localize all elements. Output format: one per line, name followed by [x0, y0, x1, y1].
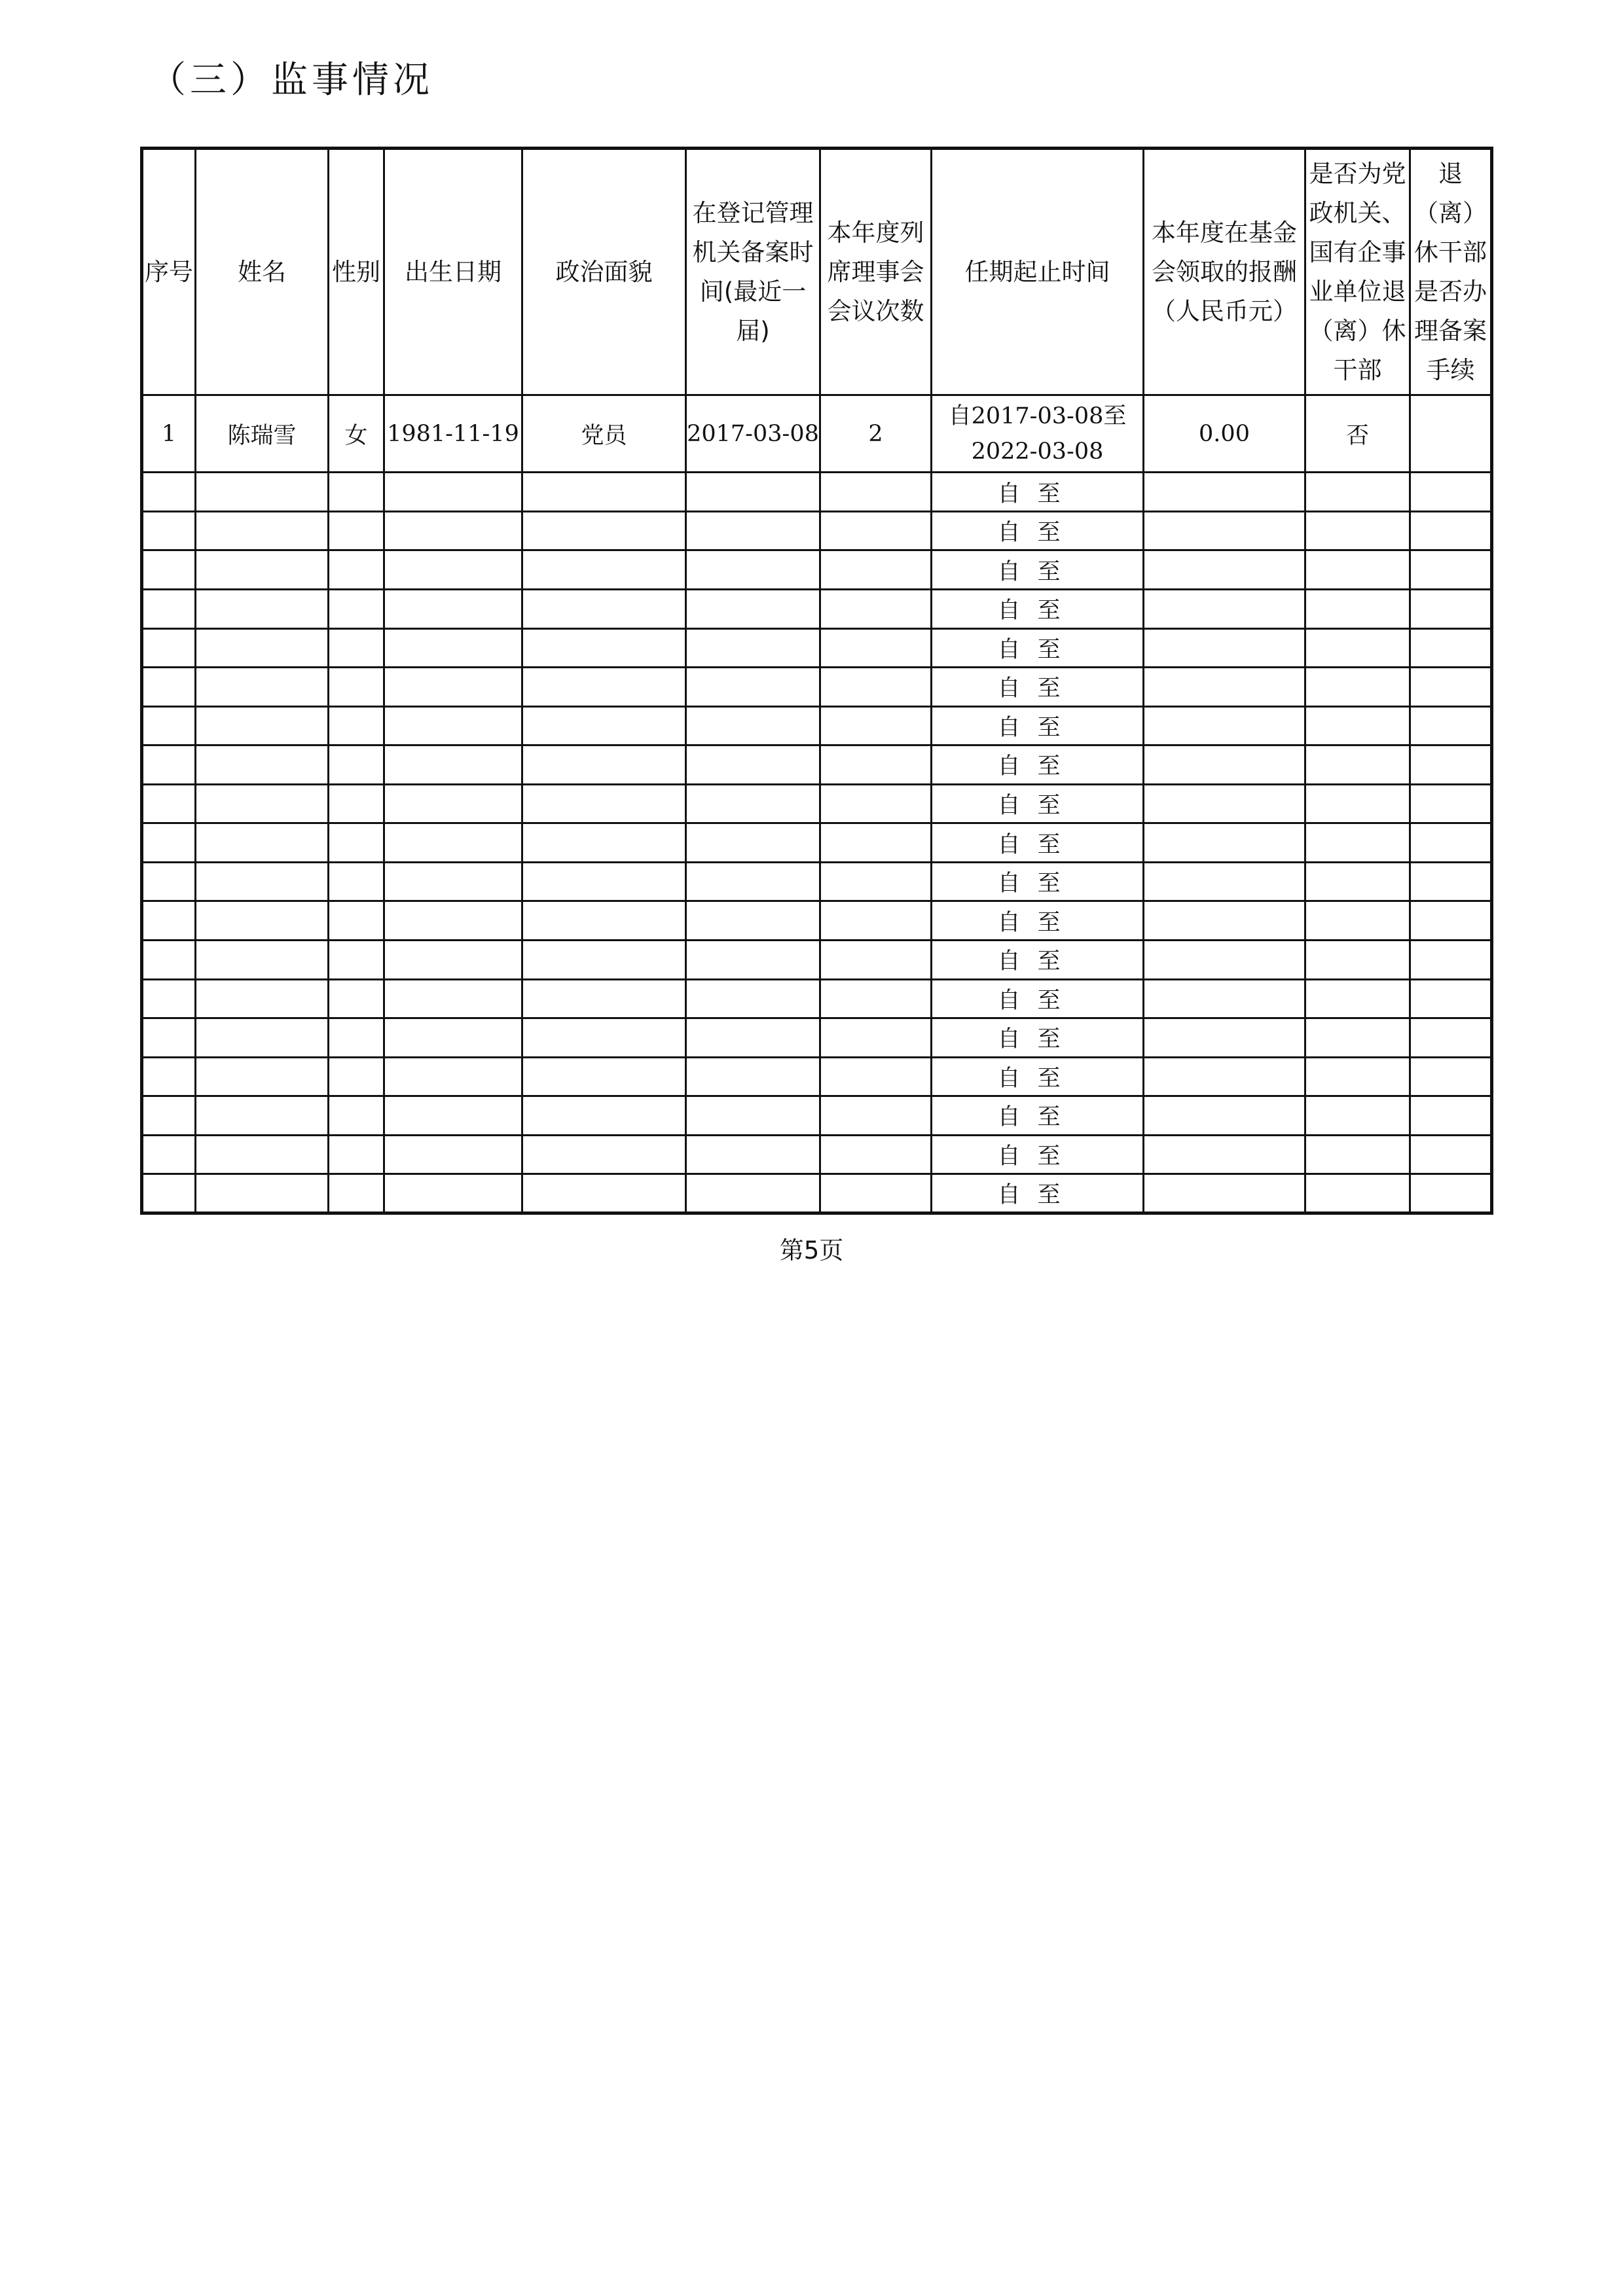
- table-cell: [686, 1096, 820, 1136]
- table-cell: [196, 862, 329, 901]
- supervisor-table: [140, 147, 1493, 1215]
- table-cell: [329, 628, 384, 668]
- cell-term: 自至: [932, 862, 1144, 901]
- table-cell: [1305, 745, 1410, 785]
- table-cell: [384, 511, 522, 550]
- table-cell: [329, 979, 384, 1018]
- table-cell: [1144, 1096, 1305, 1136]
- table-cell: [384, 862, 522, 901]
- cell-term: 自至: [932, 1096, 1144, 1136]
- table-cell: [1305, 511, 1410, 550]
- table-cell: [142, 1096, 196, 1136]
- table-cell: [196, 590, 329, 629]
- header-filing-procedure: 退（离）休干部是否办理备案手续: [1410, 149, 1492, 395]
- table-cell: [329, 1057, 384, 1096]
- cell-political-status: 党员: [522, 395, 686, 473]
- table-cell: [1144, 979, 1305, 1018]
- table-cell: [384, 1135, 522, 1174]
- table-cell: [142, 979, 196, 1018]
- table-cell: [196, 668, 329, 707]
- table-cell: [1305, 901, 1410, 941]
- table-cell: [686, 511, 820, 550]
- table-row: [142, 395, 1492, 473]
- cell-term: 自至: [932, 550, 1144, 590]
- table-cell: [686, 668, 820, 707]
- table-cell: [1305, 473, 1410, 512]
- table-row: [142, 745, 1492, 785]
- cell-term: 自至: [932, 901, 1144, 941]
- table-row: [142, 511, 1492, 550]
- table-cell: [329, 784, 384, 823]
- table-cell: [196, 550, 329, 590]
- table-cell: [522, 628, 686, 668]
- table-cell: [142, 862, 196, 901]
- table-cell: [142, 550, 196, 590]
- table-cell: [686, 901, 820, 941]
- table-cell: [1144, 706, 1305, 745]
- table-cell: [820, 1057, 932, 1096]
- table-cell: [522, 823, 686, 863]
- table-cell: [142, 745, 196, 785]
- table-cell: [329, 668, 384, 707]
- table-cell: [820, 901, 932, 941]
- table-cell: [1305, 940, 1410, 979]
- table-cell: [384, 823, 522, 863]
- table-cell: [820, 550, 932, 590]
- table-cell: [522, 745, 686, 785]
- table-cell: [1410, 1174, 1492, 1213]
- table-row: [142, 940, 1492, 979]
- table-cell: [196, 473, 329, 512]
- table-cell: [1305, 979, 1410, 1018]
- table-cell: [1410, 628, 1492, 668]
- table-cell: [686, 706, 820, 745]
- table-cell: [820, 1096, 932, 1136]
- table-cell: [1144, 862, 1305, 901]
- table-cell: [142, 628, 196, 668]
- table-cell: [820, 1174, 932, 1213]
- table-cell: [1144, 628, 1305, 668]
- table-cell: [384, 1174, 522, 1213]
- table-cell: [686, 590, 820, 629]
- table-cell: [820, 823, 932, 863]
- cell-term: 自至: [932, 1135, 1144, 1174]
- table-cell: [820, 862, 932, 901]
- table-cell: [142, 940, 196, 979]
- table-cell: [1410, 511, 1492, 550]
- table-cell: [142, 1174, 196, 1213]
- table-cell: [1305, 668, 1410, 707]
- table-cell: [196, 979, 329, 1018]
- term-start-text: 自2017-03-08至: [948, 403, 1127, 429]
- table-cell: [522, 511, 686, 550]
- table-cell: [686, 940, 820, 979]
- table-cell: [1144, 1174, 1305, 1213]
- table-row: [142, 1135, 1492, 1174]
- table-cell: [384, 1057, 522, 1096]
- cell-term: 自至: [932, 1057, 1144, 1096]
- cell-retired-cadre: 否: [1305, 395, 1410, 473]
- table-cell: [1305, 590, 1410, 629]
- header-filing-date: 在登记管理机关备案时间(最近一届): [686, 149, 820, 395]
- table-row: [142, 1174, 1492, 1213]
- table-cell: [686, 1057, 820, 1096]
- table-cell: [384, 706, 522, 745]
- table-cell: [1144, 784, 1305, 823]
- table-cell: [1144, 1135, 1305, 1174]
- table-cell: [196, 745, 329, 785]
- cell-term: 自至: [932, 1174, 1144, 1213]
- table-cell: [522, 1174, 686, 1213]
- table-cell: [1144, 473, 1305, 512]
- header-birth-date: 出生日期: [384, 149, 522, 395]
- table-cell: [1144, 940, 1305, 979]
- table-cell: [1144, 590, 1305, 629]
- table-cell: [384, 979, 522, 1018]
- table-cell: [142, 706, 196, 745]
- table-cell: [384, 940, 522, 979]
- table-cell: [142, 784, 196, 823]
- table-cell: [1410, 1135, 1492, 1174]
- table-cell: [686, 628, 820, 668]
- table-cell: [1144, 550, 1305, 590]
- table-cell: [142, 1018, 196, 1058]
- table-cell: [1410, 550, 1492, 590]
- table-row: [142, 1096, 1492, 1136]
- header-political-status: 政治面貌: [522, 149, 686, 395]
- table-cell: [1144, 901, 1305, 941]
- table-cell: [686, 473, 820, 512]
- table-row: [142, 823, 1492, 863]
- term-end-text: 2022-03-08: [971, 438, 1104, 465]
- table-cell: [522, 1057, 686, 1096]
- table-cell: [686, 823, 820, 863]
- table-row: [142, 628, 1492, 668]
- cell-term: 自至: [932, 823, 1144, 863]
- table-cell: [522, 784, 686, 823]
- table-cell: [686, 550, 820, 590]
- table-cell: [1410, 901, 1492, 941]
- header-name: 姓名: [196, 149, 329, 395]
- table-cell: [1144, 1057, 1305, 1096]
- cell-term: 自至: [932, 668, 1144, 707]
- table-row: [142, 784, 1492, 823]
- table-cell: [820, 473, 932, 512]
- table-cell: [1305, 1096, 1410, 1136]
- table-cell: [1410, 1096, 1492, 1136]
- cell-term: 自至: [932, 706, 1144, 745]
- table-row: [142, 550, 1492, 590]
- table-cell: [142, 1057, 196, 1096]
- table-cell: [820, 511, 932, 550]
- table-cell: [196, 1135, 329, 1174]
- table-cell: [384, 550, 522, 590]
- cell-term: 自至: [932, 940, 1144, 979]
- table-cell: [329, 823, 384, 863]
- cell-gender: 女: [329, 395, 384, 473]
- table-cell: [1410, 784, 1492, 823]
- table-cell: [384, 1018, 522, 1058]
- table-cell: [142, 668, 196, 707]
- table-cell: [686, 1174, 820, 1213]
- table-cell: [1410, 940, 1492, 979]
- table-cell: [1305, 628, 1410, 668]
- table-cell: [1144, 668, 1305, 707]
- table-row: [142, 706, 1492, 745]
- cell-term: 自至: [932, 745, 1144, 785]
- table-cell: [329, 1135, 384, 1174]
- table-cell: [1305, 1135, 1410, 1174]
- table-cell: [522, 550, 686, 590]
- table-cell: [522, 590, 686, 629]
- table-cell: [142, 901, 196, 941]
- table-cell: [196, 706, 329, 745]
- table-cell: [196, 1174, 329, 1213]
- table-cell: [522, 668, 686, 707]
- table-cell: [522, 1018, 686, 1058]
- cell-meetings-attended: 2: [820, 395, 932, 473]
- table-cell: [142, 590, 196, 629]
- cell-index: 1: [142, 395, 196, 473]
- table-cell: [196, 511, 329, 550]
- cell-term: [932, 395, 1144, 473]
- table-cell: [522, 940, 686, 979]
- table-cell: [384, 590, 522, 629]
- table-cell: [1305, 784, 1410, 823]
- table-cell: [142, 511, 196, 550]
- table-cell: [1305, 1174, 1410, 1213]
- table-cell: [1410, 473, 1492, 512]
- table-cell: [522, 1135, 686, 1174]
- header-term: 任期起止时间: [932, 149, 1144, 395]
- header-index: 序号: [142, 149, 196, 395]
- header-gender: 性别: [329, 149, 384, 395]
- table-cell: [820, 590, 932, 629]
- table-row: [142, 473, 1492, 512]
- table-cell: [522, 862, 686, 901]
- table-cell: [329, 706, 384, 745]
- header-remuneration: 本年度在基金会领取的报酬（人民币元）: [1144, 149, 1305, 395]
- table-row: [142, 668, 1492, 707]
- cell-term: 自至: [932, 628, 1144, 668]
- table-cell: [1410, 745, 1492, 785]
- table-cell: [1144, 1018, 1305, 1058]
- table-cell: [1410, 706, 1492, 745]
- table-cell: [329, 1174, 384, 1213]
- table-cell: [196, 784, 329, 823]
- cell-name: 陈瑞雪: [196, 395, 329, 473]
- table-row: [142, 590, 1492, 629]
- table-cell: [384, 668, 522, 707]
- table-cell: [1305, 1057, 1410, 1096]
- table-cell: [329, 590, 384, 629]
- table-cell: [1410, 668, 1492, 707]
- table-cell: [522, 1096, 686, 1136]
- table-cell: [1305, 823, 1410, 863]
- table-cell: [1410, 1057, 1492, 1096]
- table-row: [142, 1018, 1492, 1058]
- table-cell: [142, 823, 196, 863]
- table-cell: [196, 1057, 329, 1096]
- table-cell: [1144, 511, 1305, 550]
- cell-term: 自至: [932, 784, 1144, 823]
- table-cell: [820, 1018, 932, 1058]
- table-cell: [1410, 823, 1492, 863]
- table-cell: [820, 628, 932, 668]
- cell-filing-date: 2017-03-08: [686, 395, 820, 473]
- table-cell: [522, 473, 686, 512]
- table-cell: [329, 550, 384, 590]
- table-cell: [1410, 1018, 1492, 1058]
- table-row: [142, 1057, 1492, 1096]
- table-cell: [384, 628, 522, 668]
- table-cell: [820, 706, 932, 745]
- table-cell: [686, 862, 820, 901]
- table-cell: [329, 1096, 384, 1136]
- section-title: （三）监事情况: [149, 59, 433, 101]
- table-cell: [1305, 550, 1410, 590]
- table-cell: [142, 1135, 196, 1174]
- table-cell: [1305, 862, 1410, 901]
- table-cell: [686, 745, 820, 785]
- table-cell: [196, 628, 329, 668]
- table-cell: [686, 1018, 820, 1058]
- table-cell: [1144, 745, 1305, 785]
- table-cell: [1410, 979, 1492, 1018]
- table-header-row: [142, 149, 1492, 395]
- table-cell: [329, 862, 384, 901]
- table-row: [142, 979, 1492, 1018]
- table-cell: [196, 1096, 329, 1136]
- cell-term: 自至: [932, 473, 1144, 512]
- table-cell: [820, 745, 932, 785]
- table-cell: [1410, 590, 1492, 629]
- cell-term: 自至: [932, 1018, 1144, 1058]
- cell-remuneration: 0.00: [1144, 395, 1305, 473]
- table-cell: [329, 1018, 384, 1058]
- table-cell: [384, 901, 522, 941]
- table-row: [142, 901, 1492, 941]
- table-cell: [522, 979, 686, 1018]
- table-cell: [1144, 823, 1305, 863]
- table-cell: [820, 784, 932, 823]
- table-cell: [329, 940, 384, 979]
- table-cell: [196, 901, 329, 941]
- table-cell: [196, 823, 329, 863]
- cell-term: 自至: [932, 590, 1144, 629]
- table-cell: [686, 784, 820, 823]
- table-cell: [329, 745, 384, 785]
- table-cell: [384, 1096, 522, 1136]
- table-cell: [522, 901, 686, 941]
- header-meetings-attended: 本年度列席理事会会议次数: [820, 149, 932, 395]
- table-cell: [1305, 706, 1410, 745]
- table-cell: [329, 901, 384, 941]
- table-cell: [820, 668, 932, 707]
- table-cell: [820, 1135, 932, 1174]
- header-retired-cadre: 是否为党政机关、国有企事业单位退（离）休干部: [1305, 149, 1410, 395]
- cell-term: 自至: [932, 979, 1144, 1018]
- table-cell: [820, 940, 932, 979]
- page-number: 第5页: [779, 1236, 844, 1265]
- table-cell: [1305, 1018, 1410, 1058]
- table-cell: [1410, 862, 1492, 901]
- table-row: [142, 862, 1492, 901]
- table-cell: [196, 1018, 329, 1058]
- table-cell: [820, 979, 932, 1018]
- table-cell: [196, 940, 329, 979]
- table-cell: [142, 473, 196, 512]
- table-cell: [686, 1135, 820, 1174]
- cell-birth-date: 1981-11-19: [384, 395, 522, 473]
- table-cell: [329, 511, 384, 550]
- table-cell: [384, 745, 522, 785]
- table-cell: [522, 706, 686, 745]
- table-cell: [384, 473, 522, 512]
- table-cell: [329, 473, 384, 512]
- table-cell: [686, 979, 820, 1018]
- cell-filing-procedure: [1410, 395, 1492, 473]
- table-cell: [384, 784, 522, 823]
- cell-term: 自至: [932, 511, 1144, 550]
